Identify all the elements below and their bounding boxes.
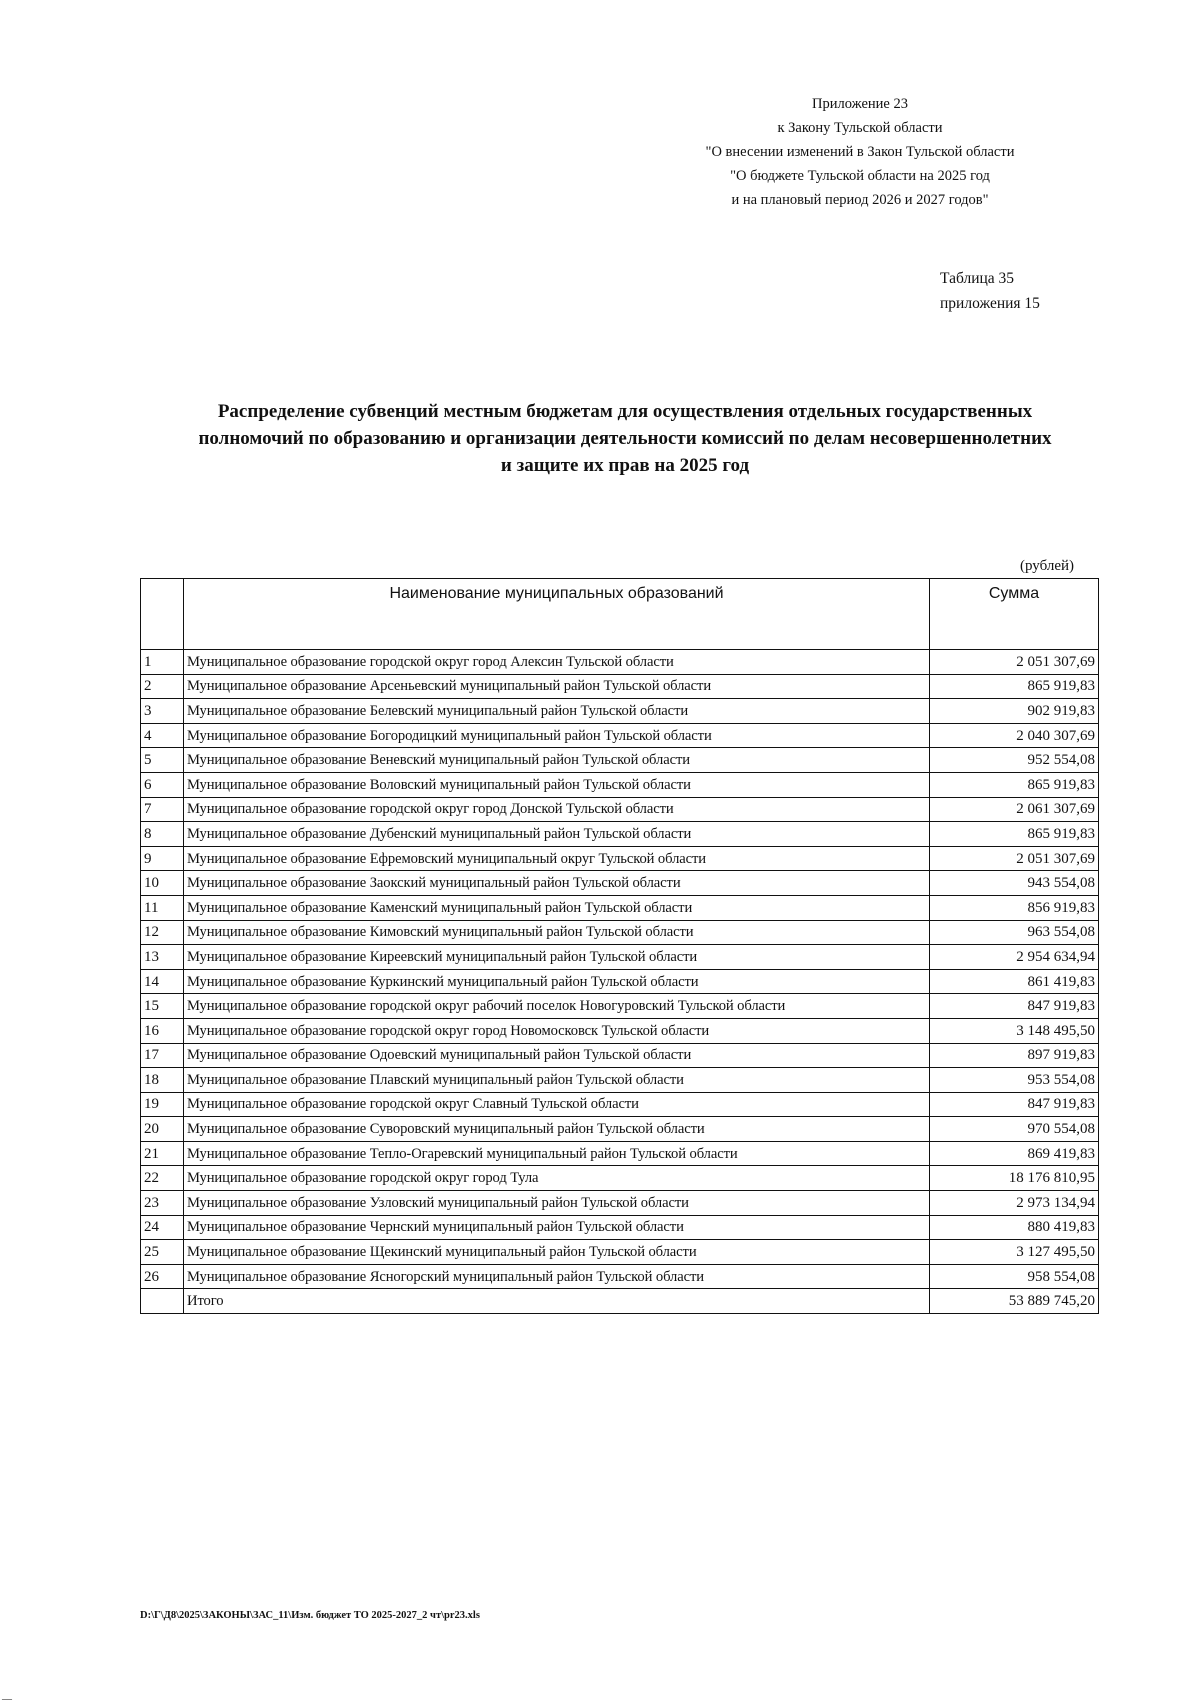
table-row [141, 871, 1099, 896]
row-sum: 897 919,83 [930, 1043, 1099, 1068]
header-sum: Сумма [930, 579, 1099, 650]
row-sum: 902 919,83 [930, 699, 1099, 724]
table-row [141, 674, 1099, 699]
row-sum: 958 554,08 [930, 1264, 1099, 1289]
row-municipality-name: Муниципальное образование Куркинский муниципальный район Тульской области [184, 969, 930, 994]
appendix-line: и на плановый период 2026 и 2027 годов" [731, 192, 989, 208]
table-row [141, 1092, 1099, 1117]
row-sum: 2 051 307,69 [930, 846, 1099, 871]
table-row [141, 699, 1099, 724]
row-number: 13 [141, 945, 184, 970]
table-appendix: приложения 15 [940, 295, 1040, 312]
row-municipality-name: Муниципальное образование Заокский муниципальный район Тульской области [184, 871, 930, 896]
row-number: 26 [141, 1264, 184, 1289]
table-row [141, 1117, 1099, 1142]
row-number: 23 [141, 1191, 184, 1216]
row-municipality-name: Муниципальное образование Плавский муниципальный район Тульской области [184, 1068, 930, 1093]
total-row [141, 1289, 1099, 1314]
row-municipality-name: Муниципальное образование городской округ рабочий поселок Новогуровский Тульской области [184, 994, 930, 1019]
row-number: 12 [141, 920, 184, 945]
row-number: 16 [141, 1018, 184, 1043]
row-sum: 3 148 495,50 [930, 1018, 1099, 1043]
row-municipality-name: Муниципальное образование Ефремовский муниципальный округ Тульской области [184, 846, 930, 871]
title-line: полномочий по образованию и организации деятельности комиссий по делам несовершеннолетних [198, 428, 1052, 449]
row-municipality-name: Муниципальное образование Киреевский муниципальный район Тульской области [184, 945, 930, 970]
row-sum: 880 419,83 [930, 1215, 1099, 1240]
row-number: 3 [141, 699, 184, 724]
row-municipality-name: Муниципальное образование Узловский муниципальный район Тульской области [184, 1191, 930, 1216]
table-row [141, 969, 1099, 994]
row-number: 19 [141, 1092, 184, 1117]
table-row [141, 797, 1099, 822]
row-sum: 18 176 810,95 [930, 1166, 1099, 1191]
units-label: (рублей) [1020, 558, 1075, 574]
row-number: 24 [141, 1215, 184, 1240]
row-number: 22 [141, 1166, 184, 1191]
row-sum: 2 954 634,94 [930, 945, 1099, 970]
row-number: 17 [141, 1043, 184, 1068]
row-municipality-name: Муниципальное образование городской округ город Новомосковск Тульской области [184, 1018, 930, 1043]
row-sum: 847 919,83 [930, 1092, 1099, 1117]
row-number: 21 [141, 1141, 184, 1166]
table-number: Таблица 35 [940, 270, 1015, 287]
row-municipality-name: Муниципальное образование Каменский муниципальный район Тульской области [184, 895, 930, 920]
appendix-line: Приложение 23 [812, 96, 908, 112]
row-sum: 963 554,08 [930, 920, 1099, 945]
row-municipality-name: Муниципальное образование городской округ город Тула [184, 1166, 930, 1191]
row-number: 6 [141, 772, 184, 797]
table-row [141, 1166, 1099, 1191]
row-municipality-name: Муниципальное образование Веневский муниципальный район Тульской области [184, 748, 930, 773]
appendix-reference [650, 92, 1070, 212]
row-municipality-name: Муниципальное образование Ясногорский муниципальный район Тульской области [184, 1264, 930, 1289]
row-municipality-name: Муниципальное образование Одоевский муниципальный район Тульской области [184, 1043, 930, 1068]
row-sum: 943 554,08 [930, 871, 1099, 896]
row-number: 15 [141, 994, 184, 1019]
total-label: Итого [184, 1289, 930, 1314]
table-row [141, 650, 1099, 675]
table-row [141, 1068, 1099, 1093]
row-sum: 865 919,83 [930, 674, 1099, 699]
table-row [141, 772, 1099, 797]
row-municipality-name: Муниципальное образование Тепло-Огаревский муниципальный район Тульской области [184, 1141, 930, 1166]
table-row [141, 1043, 1099, 1068]
row-number: 11 [141, 895, 184, 920]
row-municipality-name: Муниципальное образование Щекинский муниципальный район Тульской области [184, 1240, 930, 1265]
row-sum: 2 061 307,69 [930, 797, 1099, 822]
table-row [141, 822, 1099, 847]
table-row [141, 895, 1099, 920]
total-number [141, 1289, 184, 1314]
row-sum: 865 919,83 [930, 822, 1099, 847]
table-row [141, 1141, 1099, 1166]
title-line: и защите их прав на 2025 год [500, 455, 750, 476]
row-municipality-name: Муниципальное образование городской округ Славный Тульской области [184, 1092, 930, 1117]
title-line: Распределение субвенций местным бюджетам для осуществления отдельных государственных [217, 401, 1033, 422]
table-row [141, 1018, 1099, 1043]
row-municipality-name: Муниципальное образование Дубенский муниципальный район Тульской области [184, 822, 930, 847]
row-municipality-name: Муниципальное образование Суворовский муниципальный район Тульской области [184, 1117, 930, 1142]
header-number [141, 579, 184, 650]
row-number: 14 [141, 969, 184, 994]
row-number: 1 [141, 650, 184, 675]
row-sum: 2 040 307,69 [930, 723, 1099, 748]
table-row [141, 748, 1099, 773]
row-number: 18 [141, 1068, 184, 1093]
row-municipality-name: Муниципальное образование Кимовский муниципальный район Тульской области [184, 920, 930, 945]
table-row [141, 994, 1099, 1019]
appendix-line: "О бюджете Тульской области на 2025 год [730, 168, 990, 184]
row-sum: 865 919,83 [930, 772, 1099, 797]
table-row [141, 723, 1099, 748]
table-row [141, 1191, 1099, 1216]
total-sum: 53 889 745,20 [930, 1289, 1099, 1314]
row-municipality-name: Муниципальное образование Чернский муниципальный район Тульской области [184, 1215, 930, 1240]
table-row [141, 1215, 1099, 1240]
table-body [141, 650, 1099, 1314]
table-row [141, 846, 1099, 871]
row-number: 25 [141, 1240, 184, 1265]
row-sum: 970 554,08 [930, 1117, 1099, 1142]
table-row [141, 1264, 1099, 1289]
row-sum: 856 919,83 [930, 895, 1099, 920]
table-row [141, 920, 1099, 945]
page-title [140, 398, 1110, 479]
appendix-line: к Закону Тульской области [777, 120, 943, 136]
row-sum: 952 554,08 [930, 748, 1099, 773]
row-municipality-name: Муниципальное образование Арсеньевский муниципальный район Тульской области [184, 674, 930, 699]
table-header-row [141, 579, 1099, 650]
row-municipality-name: Муниципальное образование городской округ город Алексин Тульской области [184, 650, 930, 675]
header-name: Наименование муниципальных образований [184, 579, 930, 650]
row-municipality-name: Муниципальное образование Богородицкий муниципальный район Тульской области [184, 723, 930, 748]
row-number: 20 [141, 1117, 184, 1142]
table-reference [940, 266, 1140, 316]
row-number: 7 [141, 797, 184, 822]
row-municipality-name: Муниципальное образование городской округ город Донской Тульской области [184, 797, 930, 822]
row-number: 10 [141, 871, 184, 896]
row-number: 9 [141, 846, 184, 871]
row-municipality-name: Муниципальное образование Воловский муниципальный район Тульской области [184, 772, 930, 797]
row-municipality-name: Муниципальное образование Белевский муниципальный район Тульской области [184, 699, 930, 724]
file-path-footer: D:\Г\Д8\2025\ЗАКОНЫ\ЗАС_11\Изм. бюджет ТО 2025-2027_2 чт\pr23.xls [140, 1610, 480, 1621]
table-row [141, 1240, 1099, 1265]
row-sum: 3 127 495,50 [930, 1240, 1099, 1265]
row-sum: 953 554,08 [930, 1068, 1099, 1093]
row-sum: 2 051 307,69 [930, 650, 1099, 675]
row-sum: 847 919,83 [930, 994, 1099, 1019]
row-number: 8 [141, 822, 184, 847]
allocation-table [140, 578, 1099, 1314]
row-sum: 869 419,83 [930, 1141, 1099, 1166]
row-sum: 861 419,83 [930, 969, 1099, 994]
row-sum: 2 973 134,94 [930, 1191, 1099, 1216]
row-number: 4 [141, 723, 184, 748]
table-row [141, 945, 1099, 970]
row-number: 5 [141, 748, 184, 773]
appendix-line: "О внесении изменений в Закон Тульской области [705, 144, 1015, 160]
row-number: 2 [141, 674, 184, 699]
margin-mark: — [2, 1694, 12, 1705]
